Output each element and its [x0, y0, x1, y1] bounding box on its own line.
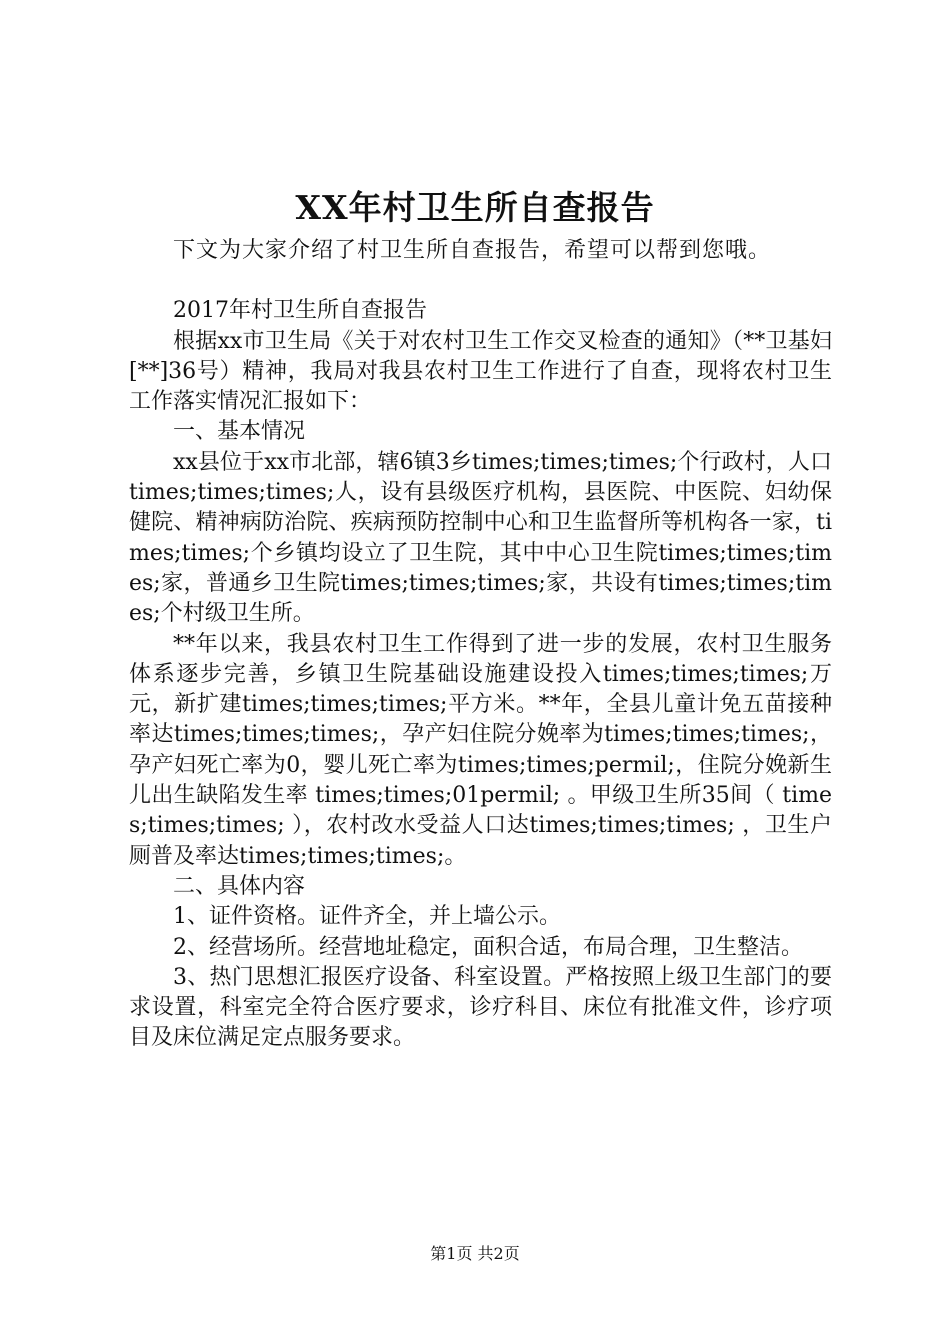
basis-paragraph: 根据xx市卫生局《关于对农村卫生工作交叉检查的通知》（**卫基妇[**]36号）精神，我局对我县农村卫生工作进行了自查，现将农村卫生工作落实情况汇报如下：: [129, 328, 832, 415]
section-heading-basic: 一、基本情况: [173, 419, 306, 445]
progress-paragraph: **年以来，我县农村卫生工作得到了进一步的发展，农村卫生服务体系逐步完善，乡镇卫生院基础设施建设投入times;times;times;万元，新扩建times;times;times;平方米。**年，全县儿童计免五苗接种率达times;times;times;，孕产妇住院分娩率为times;times;times;，孕产妇死亡率为0，婴儿死亡率为times;times;permil;，住院分娩新生儿出生缺陷发生率 times;times;01permil; 。甲级卫生所35间（ times;times;times; ），农村改水受益人口达times;times;times; ，卫生户厕普及率达times;times;times;。: [129, 631, 832, 869]
document-body: [129, 236, 832, 1054]
document-title: XX年村卫生所自查报告: [295, 188, 655, 227]
intro-paragraph: 下文为大家介绍了村卫生所自查报告，希望可以帮到您哦。: [173, 238, 772, 263]
section-heading-content: 二、具体内容: [173, 873, 306, 899]
report-subtitle: 2017年村卫生所自查报告: [173, 298, 427, 324]
basic-info-paragraph: xx县位于xx市北部，辖6镇3乡times;times;times;个行政村，人口times;times;times;人，设有县级医疗机构，县医院、中医院、妇幼保健院、精神病防治院、疾病预防控制中心和卫生监督所等机构各一家，times;times;个乡镇均设立了卫生院，其中中心卫生院times;times;times;家，普通乡卫生院times;times;times;家，共设有times;times;times;个村级卫生所。: [129, 449, 832, 627]
item-certificates: 1、证件资格。证件齐全，并上墙公示。: [173, 904, 561, 930]
page-footer: 第1页 共2页: [430, 1244, 520, 1263]
item-equipment: 3、热门思想汇报医疗设备、科室设置。严格按照上级卫生部门的要求设置，科室完全符合医疗要求，诊疗科目、床位有批准文件，诊疗项目及床位满足定点服务要求。: [129, 964, 832, 1051]
item-premises: 2、经营场所。经营地址稳定，面积合适，布局合理，卫生整洁。: [173, 934, 803, 960]
